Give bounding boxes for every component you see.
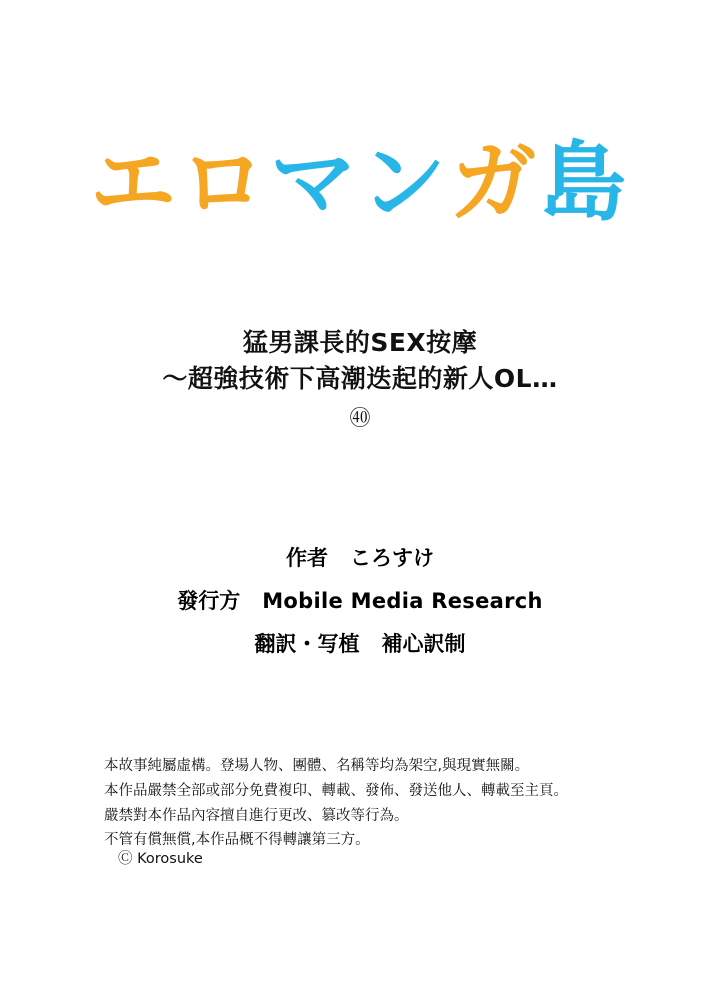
title-line-2: ～超強技術下高潮迭起的新人OL… [162,363,558,393]
title-line-1: 猛男課長的SEX按摩 [242,328,478,357]
credit-value-author: ころすけ [350,546,434,570]
legal-line-1: 本故事純屬虛構。登場人物、團體、名稱等均為架空,與現實無關。 [104,758,530,774]
credit-row-author [0,548,720,569]
logo-segment-2: マン [270,133,450,233]
legal-line-2: 本作品嚴禁全部或部分免費複印、轉載、發佈、發送他人、轉載至主頁。 [104,782,568,799]
credit-row-translator [0,634,720,655]
credit-row-publisher [0,591,720,612]
credit-label-author: 作者 [286,546,328,570]
site-logo-text [90,133,630,233]
copyright-notice: Ⓒ Korosuke [118,851,203,867]
logo-segment-4: 島 [540,133,630,233]
logo-segment-1: エロ [90,133,270,233]
logo-segment-3: ガ [450,133,540,233]
credit-value-publisher: Mobile Media Research [262,589,543,613]
legal-line-4: 不管有償無償,本作品概不得轉讓第三方。 [104,832,370,849]
legal-line-3: 嚴禁對本作品內容擅自進行更改、篡改等行為。 [104,807,409,824]
credits-list [0,548,720,677]
chapter-number: ㊵ [349,406,371,430]
credit-label-translator: 翻訳・写植 [254,632,360,656]
credit-value-translator: 補心訳制 [381,632,466,656]
work-title [0,325,720,432]
site-logo [0,133,720,233]
credit-label-publisher: 發行方 [177,589,241,613]
legal-notice [104,756,644,855]
